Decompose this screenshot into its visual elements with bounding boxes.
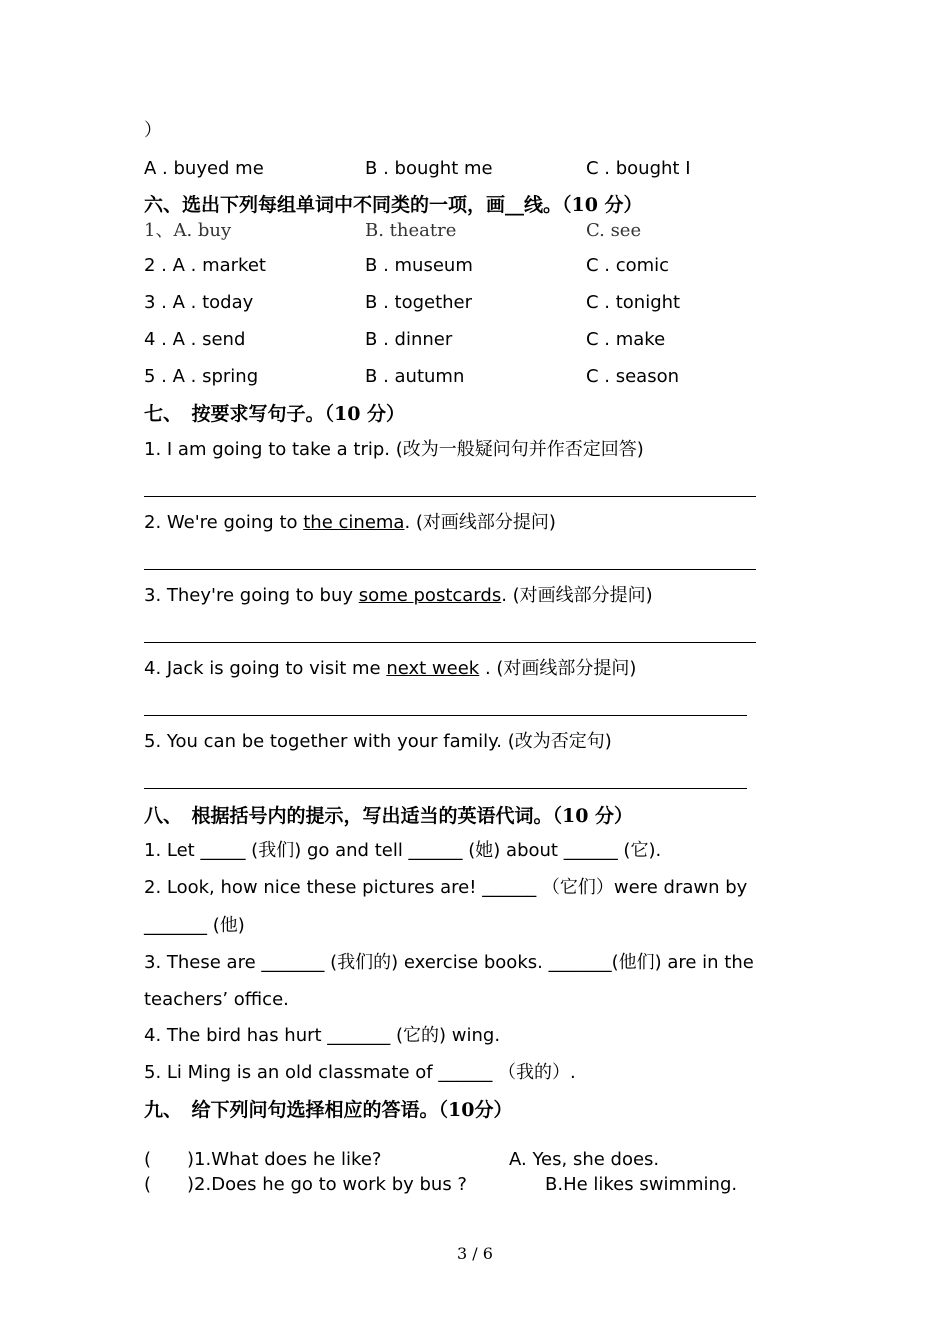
s6-row1-a: 1、A. buy <box>144 220 232 241</box>
s6-row4-a: 4 . A . send <box>144 329 246 350</box>
s6-row1-c: C. see <box>586 220 642 241</box>
continuation-paren: ） <box>144 120 162 141</box>
s7-answer-line-4[interactable] <box>144 715 747 716</box>
option-b: B . bought me <box>365 158 493 179</box>
s7-q3 <box>144 585 653 607</box>
s7-answer-line-3[interactable] <box>144 642 756 643</box>
section9-heading: 九、 给下列问句选择相应的答语。（10分） <box>144 1099 513 1121</box>
s6-row3-a: 3 . A . today <box>144 292 254 313</box>
s6-row4-b: B . dinner <box>365 329 453 350</box>
s8-q3-line2: teachers’ office. <box>144 989 289 1010</box>
s7-q2-underlined: the cinema <box>303 512 405 533</box>
s7-answer-line-5[interactable] <box>144 788 747 789</box>
s6-row1-b: B. theatre <box>365 220 457 241</box>
s7-q3-underlined: some postcards <box>358 585 502 606</box>
s7-q4-note: . (对画线部分提问) <box>479 658 637 679</box>
option-a: A . buyed me <box>144 158 264 179</box>
s6-row2-a: 2 . A . market <box>144 255 266 276</box>
s9-q1: ( )1.What does he like? <box>144 1149 382 1170</box>
option-c: C . bought I <box>586 158 691 179</box>
section8-heading: 八、 根据括号内的提示，写出适当的英语代词。（10 分） <box>144 805 634 827</box>
s6-row4-c: C . make <box>586 329 666 350</box>
s7-answer-line-1[interactable] <box>144 496 756 497</box>
s7-q4-text: 4. Jack is going to visit me <box>144 658 387 679</box>
s8-q1: 1. Let _____ (我们) go and tell ______ (她) about ______ (它). <box>144 840 662 861</box>
s6-row2-b: B . museum <box>365 255 473 276</box>
s7-q3-note: . (对画线部分提问) <box>501 585 653 606</box>
s8-q2-line2: _______ (他) <box>144 915 245 936</box>
s9-a2: B.He likes swimming. <box>545 1174 738 1195</box>
s6-row3-b: B . together <box>365 292 473 313</box>
s7-q2 <box>144 512 556 534</box>
s8-q5: 5. Li Ming is an old classmate of ______ （我的）. <box>144 1062 576 1083</box>
s7-q4 <box>144 658 636 680</box>
s7-q1: 1. I am going to take a trip. (改为一般疑问句并作否定回答) <box>144 439 644 460</box>
s7-q5: 5. You can be together with your family. (改为否定句) <box>144 731 612 752</box>
s6-row5-b: B . autumn <box>365 366 465 387</box>
s6-row5-a: 5 . A . spring <box>144 366 259 387</box>
section7-heading: 七、 按要求写句子。（10 分） <box>144 403 406 425</box>
s7-answer-line-2[interactable] <box>144 569 756 570</box>
s6-row3-c: C . tonight <box>586 292 681 313</box>
s6-row2-c: C . comic <box>586 255 670 276</box>
page-number: 3 / 6 <box>457 1244 493 1263</box>
s7-q2-text: 2. We're going to <box>144 512 304 533</box>
s7-q2-note: . (对画线部分提问) <box>404 512 556 533</box>
s8-q3-line1: 3. These are _______ (我们的) exercise books. _______(他们) are in the <box>144 952 754 973</box>
s6-row5-c: C . season <box>586 366 680 387</box>
s9-a1: A. Yes, she does. <box>509 1149 660 1170</box>
s7-q4-underlined: next week <box>386 658 480 679</box>
s9-q2: ( )2.Does he go to work by bus ? <box>144 1174 467 1195</box>
s7-q3-text: 3. They're going to buy <box>144 585 359 606</box>
section6-heading: 六、选出下列每组单词中不同类的一项，画__线。（10 分） <box>144 194 643 216</box>
s8-q4: 4. The bird has hurt _______ (它的) wing. <box>144 1025 501 1046</box>
s8-q2-line1: 2. Look, how nice these pictures are! ______ （它们）were drawn by <box>144 877 748 898</box>
